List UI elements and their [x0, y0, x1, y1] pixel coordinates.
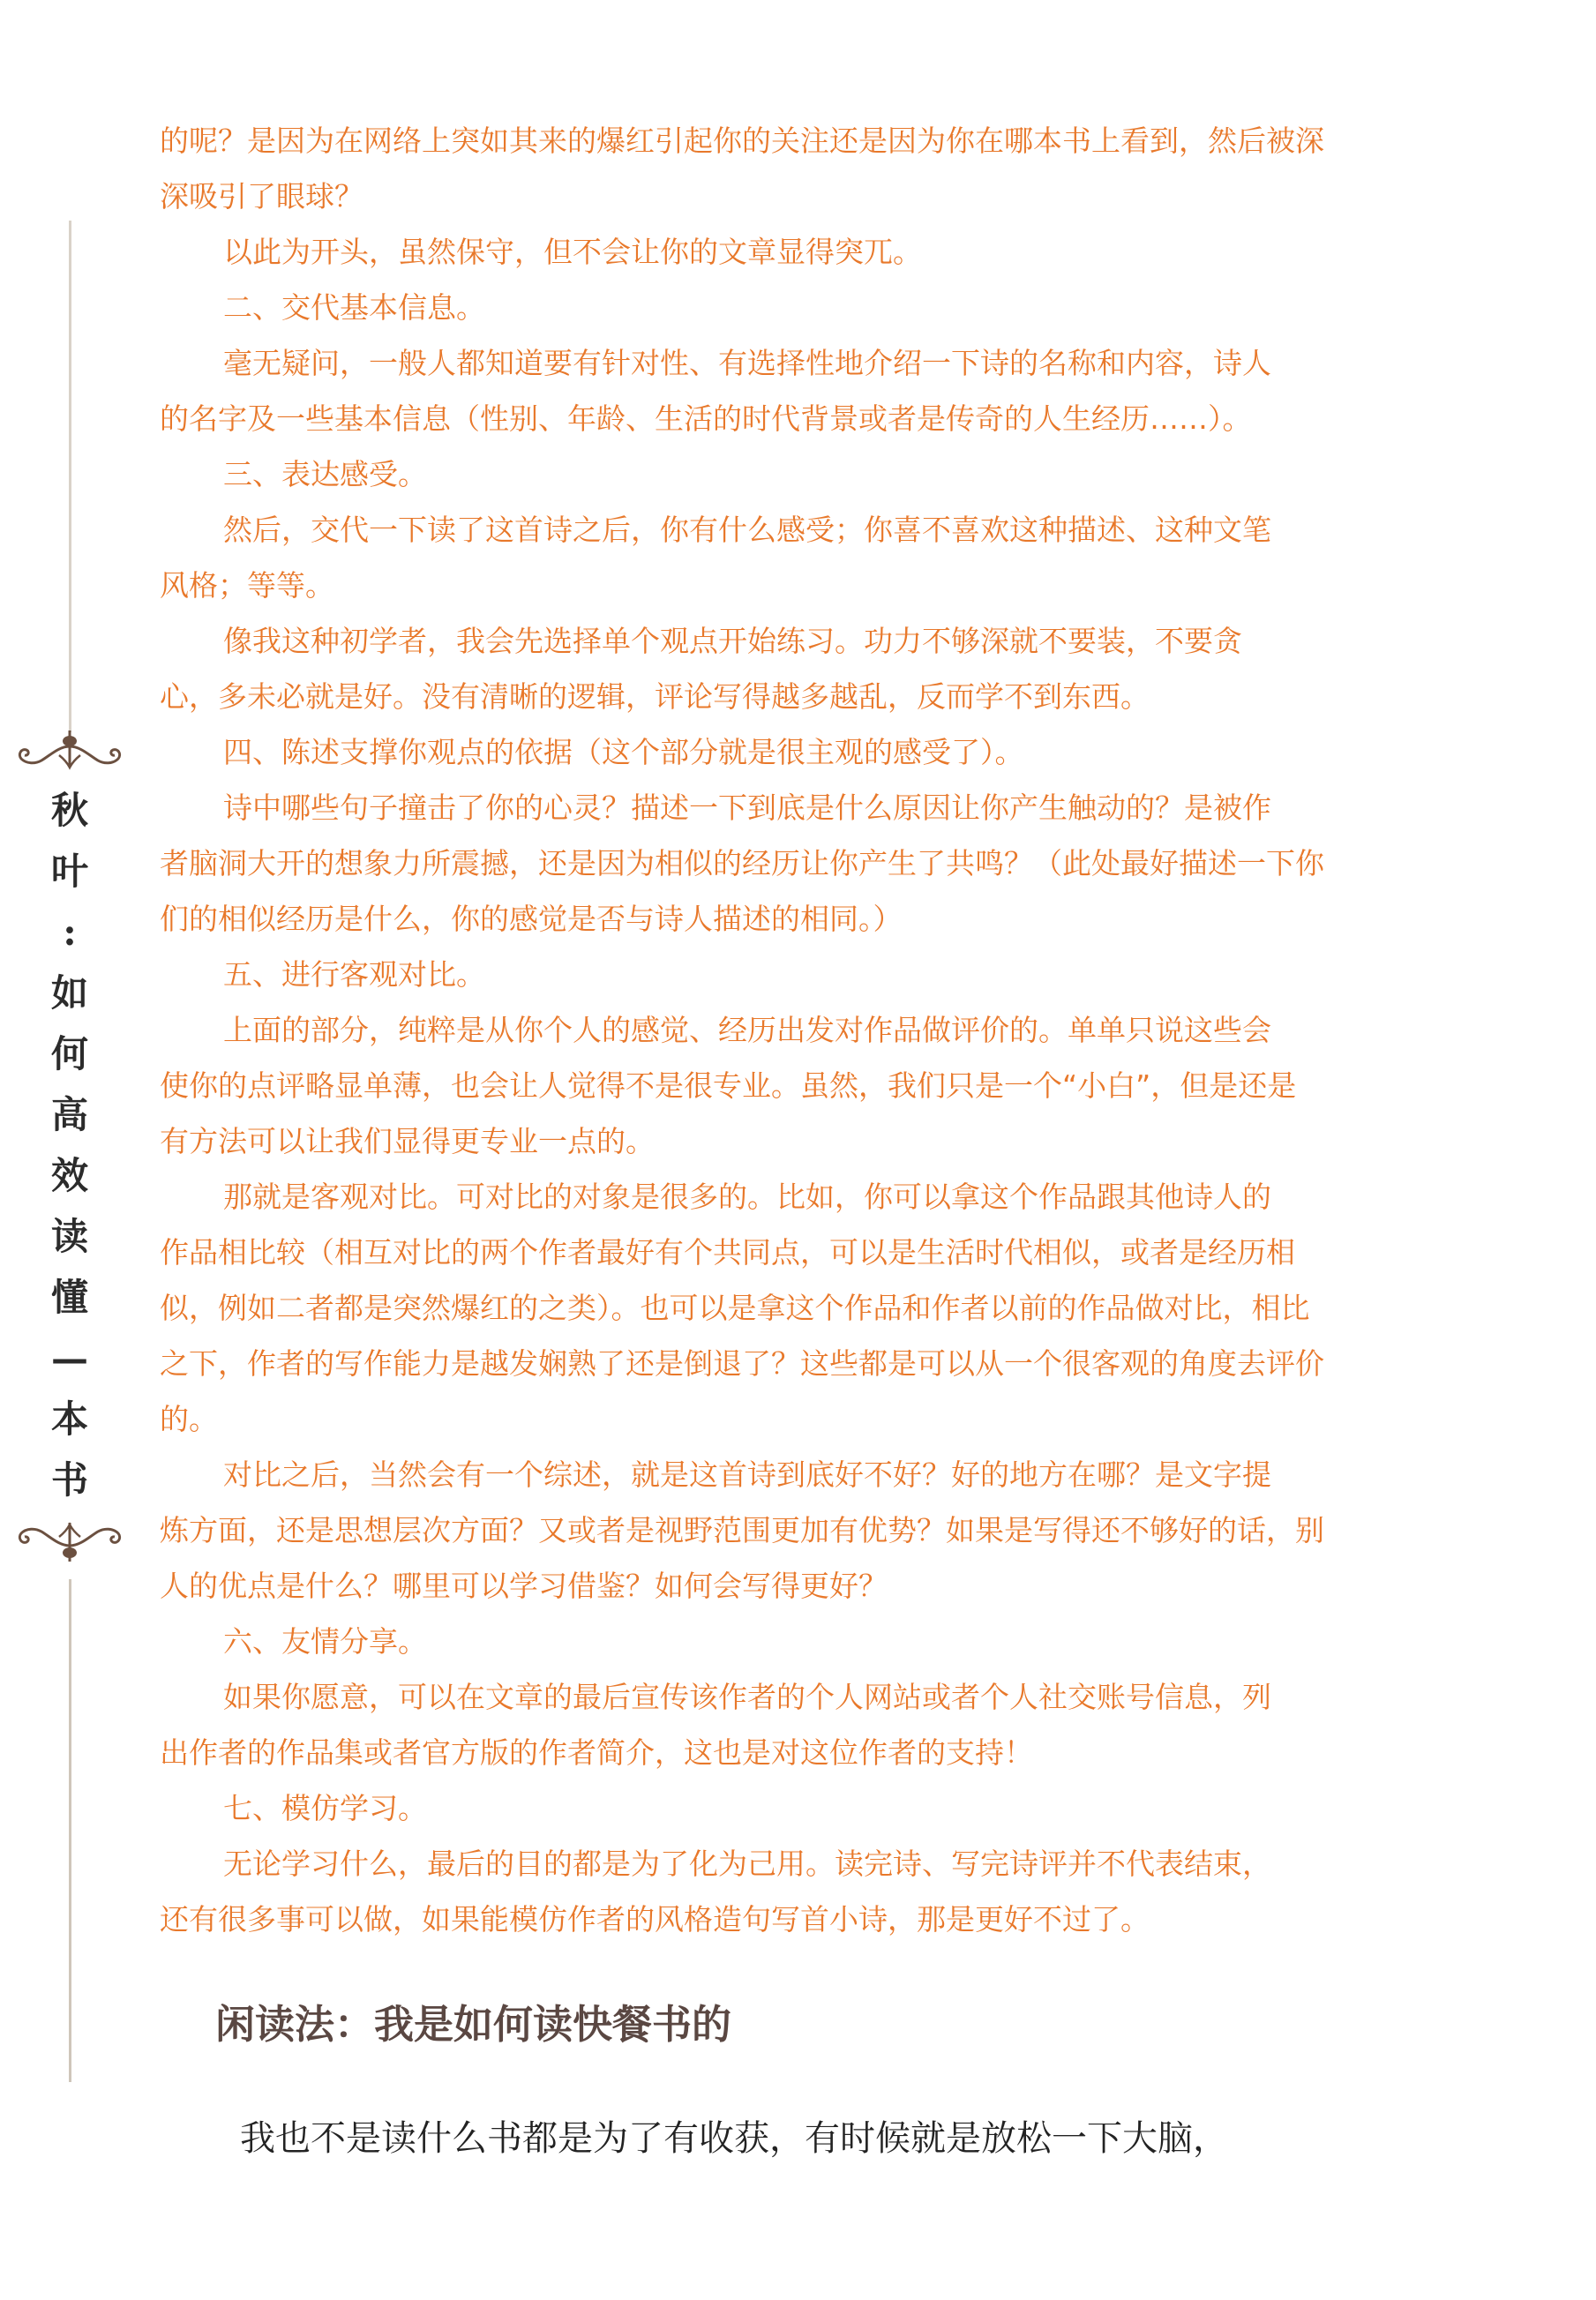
section-title-2: 二、交代基本信息。	[223, 290, 485, 325]
paragraph-line: 诗中哪些句子撞击了你的心灵？描述一下到底是什么原因让你产生触动的？是被作	[223, 790, 1271, 825]
paragraph-line: 似，例如二者都是突然爆红的之类）。也可以是拿这个作品和作者以前的作品做对比，相比	[160, 1291, 1310, 1325]
section-heading: 闲读法：我是如何读快餐书的	[215, 2001, 732, 2048]
flourish-ornament-icon	[11, 1519, 130, 1563]
paragraph-line: 无论学习什么，最后的目的都是为了化为己用。读完诗、写完诗评并不代表结束，	[223, 1847, 1271, 1881]
sidebar-title-char: —	[51, 1337, 88, 1380]
sidebar-title-char: 书	[50, 1458, 88, 1502]
sidebar-title-char: :	[63, 910, 77, 954]
paragraph-line: 对比之后，当然会有一个综述，就是这首诗到底好不好？好的地方在哪？是文字提	[223, 1457, 1271, 1492]
article-body	[160, 113, 1448, 1947]
paragraph-line: 者脑洞大开的想象力所震撼，还是因为相似的经历让你产生了共鸣？（此处最好描述一下你	[160, 846, 1324, 880]
paragraph-line: 如果你愿意，可以在文章的最后宣传该作者的个人网站或者个人社交账号信息，列	[223, 1680, 1271, 1714]
paragraph-line: 上面的部分，纯粹是从你个人的感觉、经历出发对作品做评价的。单单只说这些会	[223, 1013, 1271, 1047]
paragraph-line: 炼方面，还是思想层次方面？又或者是视野范围更加有优势？如果是写得还不够好的话，别	[160, 1513, 1324, 1547]
paragraph-line: 出作者的作品集或者官方版的作者简介，这也是对这位作者的支持！	[160, 1735, 1033, 1770]
paragraph-line: 的呢？是因为在网络上突如其来的爆红引起你的关注还是因为你在哪本书上看到，然后被深	[160, 124, 1324, 158]
paragraph-line: 像我这种初学者，我会先选择单个观点开始练习。功力不够深就不要装，不要贪	[223, 624, 1242, 658]
sidebar-title-char: 效	[50, 1154, 88, 1197]
paragraph-line: 那就是客观对比。可对比的对象是很多的。比如，你可以拿这个作品跟其他诗人的	[223, 1180, 1271, 1214]
sidebar-title-char: 叶	[50, 850, 88, 893]
section-title-5: 五、进行客观对比。	[223, 957, 485, 992]
sidebar-title-char: 秋	[50, 789, 88, 832]
body-text: 我也不是读什么书都是为了有收获，有时候就是放松一下大脑，	[240, 2118, 1228, 2159]
paragraph-line: 然后，交代一下读了这首诗之后，你有什么感受；你喜不喜欢这种描述、这种文笔	[223, 513, 1271, 547]
paragraph-line: 作品相比较（相互对比的两个作者最好有个共同点，可以是生活时代相似，或者是经历相	[160, 1235, 1295, 1270]
sidebar-title-char: 读	[50, 1215, 88, 1258]
paragraph-line: 之下，作者的写作能力是越发娴熟了还是倒退了？这些都是可以从一个很客观的角度去评价	[160, 1346, 1324, 1381]
paragraph-line: 人的优点是什么？哪里可以学习借鉴？如何会写得更好？	[160, 1569, 888, 1603]
paragraph-line: 使你的点评略显单薄，也会让人觉得不是很专业。虽然，我们只是一个“小白”，但是还是	[160, 1068, 1297, 1103]
sidebar-title-char: 何	[50, 1032, 88, 1075]
paragraph-line: 深吸引了眼球？	[160, 179, 363, 214]
sidebar-ornament	[0, 0, 146, 2300]
sidebar-line-top	[69, 221, 71, 732]
sidebar-vertical-title	[39, 780, 101, 1510]
sidebar-title-char: 如	[50, 971, 88, 1015]
paragraph-line: 们的相似经历是什么，你的感觉是否与诗人描述的相同。）	[160, 902, 903, 936]
sidebar-line-bottom	[69, 1579, 71, 2082]
sidebar-title-char: 懂	[50, 1276, 88, 1319]
section-title-6: 六、友情分享。	[223, 1624, 427, 1659]
paragraph-line: 有方法可以让我们显得更专业一点的。	[160, 1124, 655, 1158]
paragraph-line: 心，多未必就是好。没有清晰的逻辑，评论写得越多越乱，反而学不到东西。	[160, 679, 1150, 714]
sidebar-title-char: 本	[50, 1397, 88, 1441]
section-title-4: 四、陈述支撑你观点的依据（这个部分就是很主观的感受了）。	[223, 735, 1024, 769]
paragraph-line: 以此为开头，虽然保守，但不会让你的文章显得突兀。	[223, 235, 922, 269]
flourish-ornament-icon	[11, 729, 130, 773]
paragraph-line: 的名字及一些基本信息（性别、年龄、生活的时代背景或者是传奇的人生经历……）。	[160, 401, 1252, 436]
paragraph-line: 还有很多事可以做，如果能模仿作者的风格造句写首小诗，那是更好不过了。	[160, 1902, 1150, 1937]
paragraph-line: 的。	[160, 1402, 218, 1436]
paragraph-line: 毫无疑问，一般人都知道要有针对性、有选择性地介绍一下诗的名称和内容，诗人	[223, 346, 1271, 380]
sidebar-title-char: 高	[50, 1093, 88, 1136]
paragraph-line: 风格；等等。	[160, 568, 334, 603]
section-title-7: 七、模仿学习。	[223, 1791, 427, 1825]
section-title-3: 三、表达感受。	[223, 457, 427, 491]
